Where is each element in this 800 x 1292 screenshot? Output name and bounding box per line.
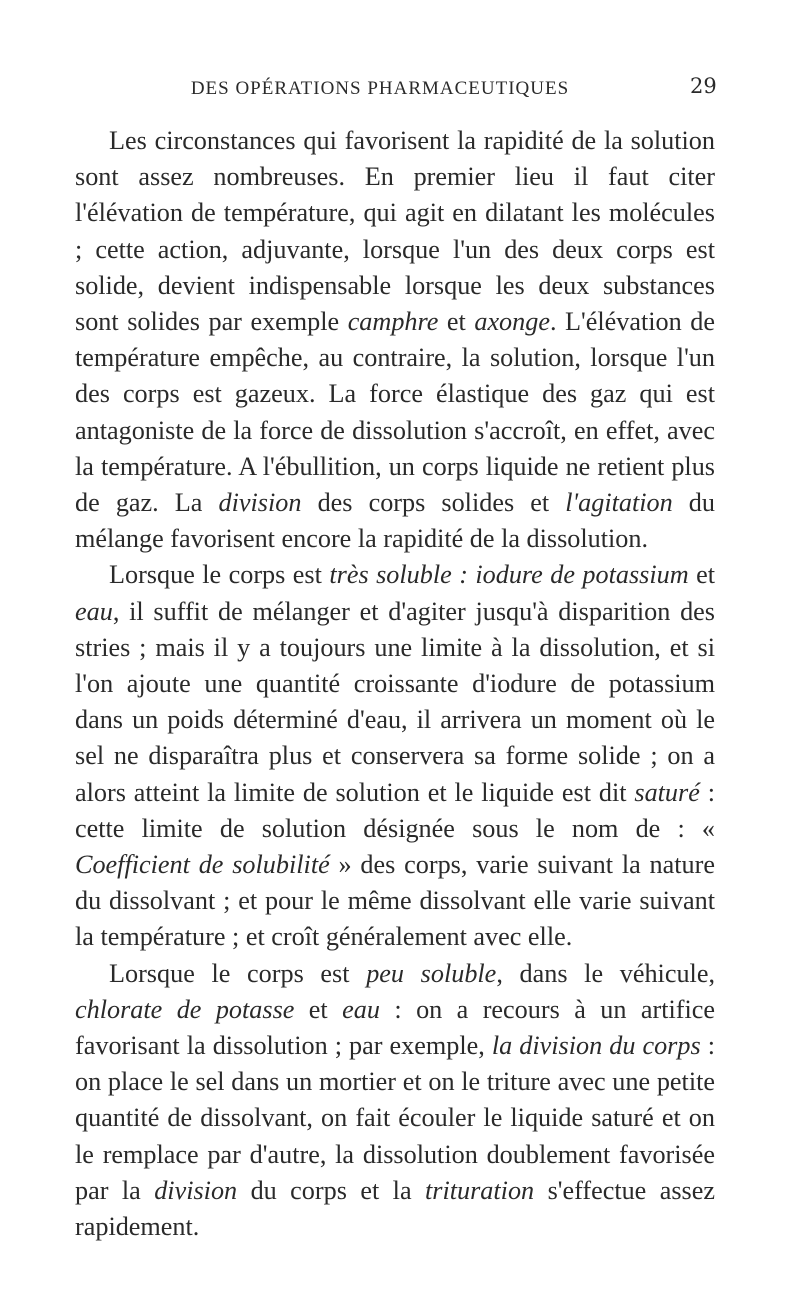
- text-run: » des corps, varie suivant la nature du dissolvant ; et pour le même dissolvant elle varie suivant la température ; et croît généralement avec elle.: [75, 850, 715, 952]
- text-run: du mélange favorisent encore la rapidité de la dissolution.: [75, 488, 715, 554]
- page-number: 29: [690, 74, 717, 98]
- text-run: . L'élévation de température empêche, au contraire, la solution, lorsque l'un des corps est gazeux. La force élastique des gaz qui est antagoniste de la force de dissolution s'accroît, en effet, avec la température. A l'ébullition, un corps liquide ne retient plus de gaz. La: [75, 307, 715, 518]
- italic-term: eau: [75, 596, 113, 626]
- italic-term: très soluble : iodure de potassium: [329, 560, 689, 590]
- text-run: Lorsque le corps est: [109, 958, 367, 988]
- text-run: : on a recours à un artifice favorisant la dissolution ; par exemple,: [75, 994, 715, 1061]
- text-run: : on place le sel dans un mortier et on le triture avec une petite quantité de dissolvant, on fait écouler le liquide saturé et on le remplace par d'autre, la dissolution doublement favorisée par la: [75, 1031, 715, 1205]
- text-run: et: [438, 307, 475, 337]
- paragraph-1: [75, 123, 715, 557]
- text-run: Les circonstances qui favorisent la rapidité de la solution sont assez nombreuses. En premier lieu il faut citer l'élévation de température, qui agit en dilatant les molécules ; cette action, adjuvante, lorsque l'un des deux corps est solide, devient indispensable lorsque les deux substances sont solides par exemple: [75, 126, 715, 337]
- text-run: Lorsque le corps est: [109, 560, 330, 590]
- italic-term: Coefficient de solubilité: [75, 850, 330, 880]
- italic-term: la division du corps: [491, 1031, 701, 1061]
- italic-term: camphre: [347, 307, 439, 337]
- text-run: du corps et la: [237, 1175, 425, 1205]
- italic-term: saturé: [634, 777, 700, 807]
- paragraph-2: [75, 557, 715, 955]
- italic-term: axonge: [474, 307, 550, 337]
- text-run: et: [294, 994, 343, 1024]
- text-run: , il suffit de mélanger et d'agiter jusqu'à disparition des stries ; mais il y a toujours une limite à la dissolution, et si l'on ajoute une quantité croissante d'iodure de potassium dans un poids déterminé d'eau, il arrivera un moment où le sel ne disparaîtra plus et conservera sa forme solide ; on a alors atteint la limite de solution et le liquide est dit: [75, 596, 715, 807]
- italic-term: chlorate de potasse: [75, 994, 295, 1024]
- italic-term: eau: [342, 994, 380, 1024]
- text-run: et: [688, 560, 715, 590]
- running-title: DES OPÉRATIONS PHARMACEUTIQUES: [190, 78, 570, 99]
- italic-term: division: [218, 488, 302, 518]
- text-run: , dans le véhicule,: [496, 958, 715, 988]
- italic-term: l'agitation: [565, 488, 673, 518]
- italic-term: division: [154, 1175, 238, 1205]
- text-run: : cette limite de solution désignée sous le nom de : «: [75, 777, 715, 843]
- italic-term: peu soluble: [366, 958, 497, 988]
- paragraph-3: [75, 956, 715, 1246]
- text-run: s'effectue assez rapidement.: [75, 1175, 715, 1242]
- body-text: [75, 123, 715, 1245]
- text-run: des corps solides et: [301, 488, 566, 518]
- italic-term: trituration: [425, 1175, 535, 1205]
